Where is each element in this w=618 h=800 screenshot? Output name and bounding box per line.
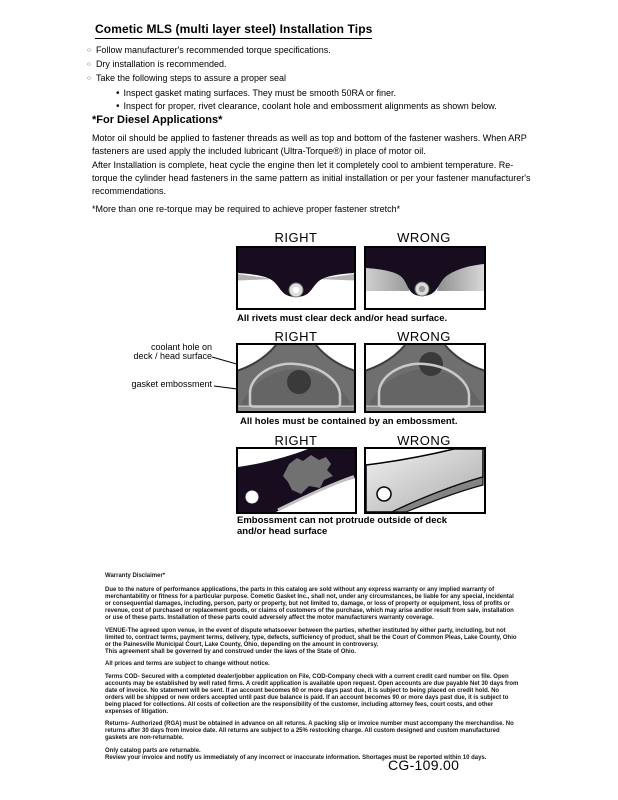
tip-list — [87, 44, 557, 113]
tip-item: ○ Dry installation is recommended. — [87, 58, 557, 72]
bolt-hole — [377, 487, 391, 501]
rivet-clearance-wrong-diagram — [364, 246, 486, 310]
diesel-heading: *For Diesel Applications* — [92, 114, 223, 126]
tip-sublist — [116, 87, 557, 113]
wrong-label: WRONG — [397, 230, 451, 245]
right-label: RIGHT — [274, 230, 318, 245]
annotation-gasket-embossment: gasket embossment — [131, 379, 212, 389]
warranty-paragraph: VENUE-The agreed upon venue, in the event of dispute whatsoever between the parties, whether instituted by either party, including, but not limited to, contract terms, payment terms, delivery, type, defects, sufficiency of product, shall be the Court of Common Pleas, Lake County, Ohio or the Painesville Municipal Court, Lake County, Ohio, depending on the amount in controversy. — [105, 627, 517, 648]
retorque-note: *More than one re-torque may be required to achieve proper fastener stretch* — [92, 204, 401, 214]
wrong-label: WRONG — [397, 329, 451, 344]
diagram-caption: All rivets must clear deck and/or head surface. — [237, 313, 448, 324]
page-number: CG-109.00 — [388, 757, 460, 773]
tip-subitem: • Inspect for proper, rivet clearance, coolant hole and embossment alignments as shown below. — [116, 100, 557, 113]
embossment-containment-wrong-diagram — [364, 343, 486, 413]
warranty-paragraph: Review your invoice and notify us immediately of any incorrect or inaccurate information. Shortages must be reported within 10 days. — [105, 754, 487, 761]
warranty-disclaimer — [105, 573, 519, 767]
diagram-caption: All holes must be contained by an embossment. — [240, 416, 458, 427]
coolant-hole — [287, 370, 311, 394]
tip-subitem: • Inspect gasket mating surfaces. They must be smooth 50RA or finer. — [116, 87, 557, 100]
rivet-center — [293, 287, 299, 293]
warranty-paragraph: Only catalog parts are returnable. — [105, 747, 201, 754]
rivet-clearance-right-diagram — [236, 246, 356, 310]
wrong-label: WRONG — [397, 433, 451, 448]
diesel-paragraph: Motor oil should be applied to fastener threads as well as top and bottom of the fastener washers. When ARP fasteners are used apply the included lubricant (Ultra-Torque®) in place of motor oil. — [92, 133, 527, 157]
embossment-containment-right-diagram — [236, 343, 356, 413]
page-title: Cometic MLS (multi layer steel) Installation Tips — [95, 22, 372, 39]
warranty-paragraph: Terms COD- Secured with a completed dealer/jobber application on File, COD-Company check with a current credit card number on file. Open accounts may be established by well rated firms. A credit application is available upon request. Open accounts are due payable Net 30 days from date of invoice. No statement will be sent. If an account becomes 60 or more days past due, it is subject to being placed on credit hold. No orders will be shipped or new orders accepted until past due balance is paid. If an account becomes 90 or more days past due, it is subject to being placed for collections. All costs of collection are the responsibility of the customer, including attorney fees, court costs, and other expenses of litigation. — [105, 673, 519, 715]
warranty-heading: Warranty Disclaimer* — [105, 573, 166, 579]
embossment-protrusion-right-diagram — [236, 447, 357, 514]
diesel-paragraph: After Installation is complete, heat cycle the engine then let it completely cool to ambient temperature. Re-torque the cylinder head fasteners in the same pattern as initial installation or per your fastener manufacturer's recommendations. — [92, 160, 531, 197]
tip-item: ○ Take the following steps to assure a proper seal — [87, 72, 557, 86]
diagram-caption: Embossment can not protrude outside of deck and/or head surface — [237, 515, 448, 537]
right-label: RIGHT — [274, 329, 318, 344]
warranty-paragraph: All prices and terms are subject to change without notice. — [105, 661, 270, 667]
warranty-paragraph: Due to the nature of performance applications, the parts in this catalog are sold without any express warranty or any implied warranty of merchantability or fitness for a particular purpose. Cometic Gasket Inc., shall not, under any circumstances, be liable for any special, incidental or consequential damages, including, person, party or property, but not limited to, damage, or loss of property or equipment, loss of profits or revenue, cost of purchased or replacement goods, or claims of customers of the purchase, which may arise and/or result from sale, installation or use of these parts. Installation of these parts could adversely affect the motor manufacturers warranty coverage. — [105, 587, 514, 621]
embossment-protrusion-wrong-diagram — [364, 447, 486, 514]
warranty-paragraph: This agreement shall be governed by and construed under the laws of the State of Ohio. — [105, 648, 357, 655]
bolt-hole — [246, 491, 259, 504]
warranty-paragraph: Returns- Authorized (RGA) must be obtained in advance on all returns. A packing slip or invoice number must accompany the merchandise. No returns after 30 days from invoice date. All returns are subject to a 25% restocking charge. All custom designed and custom manufactured gaskets are non-returnable. — [105, 721, 514, 741]
annotation-coolant-hole: coolant hole on deck / head surface — [133, 342, 212, 361]
right-label: RIGHT — [274, 433, 318, 448]
rivet-center — [419, 286, 425, 292]
tip-item: ○ Follow manufacturer's recommended torque specifications. — [87, 44, 557, 58]
